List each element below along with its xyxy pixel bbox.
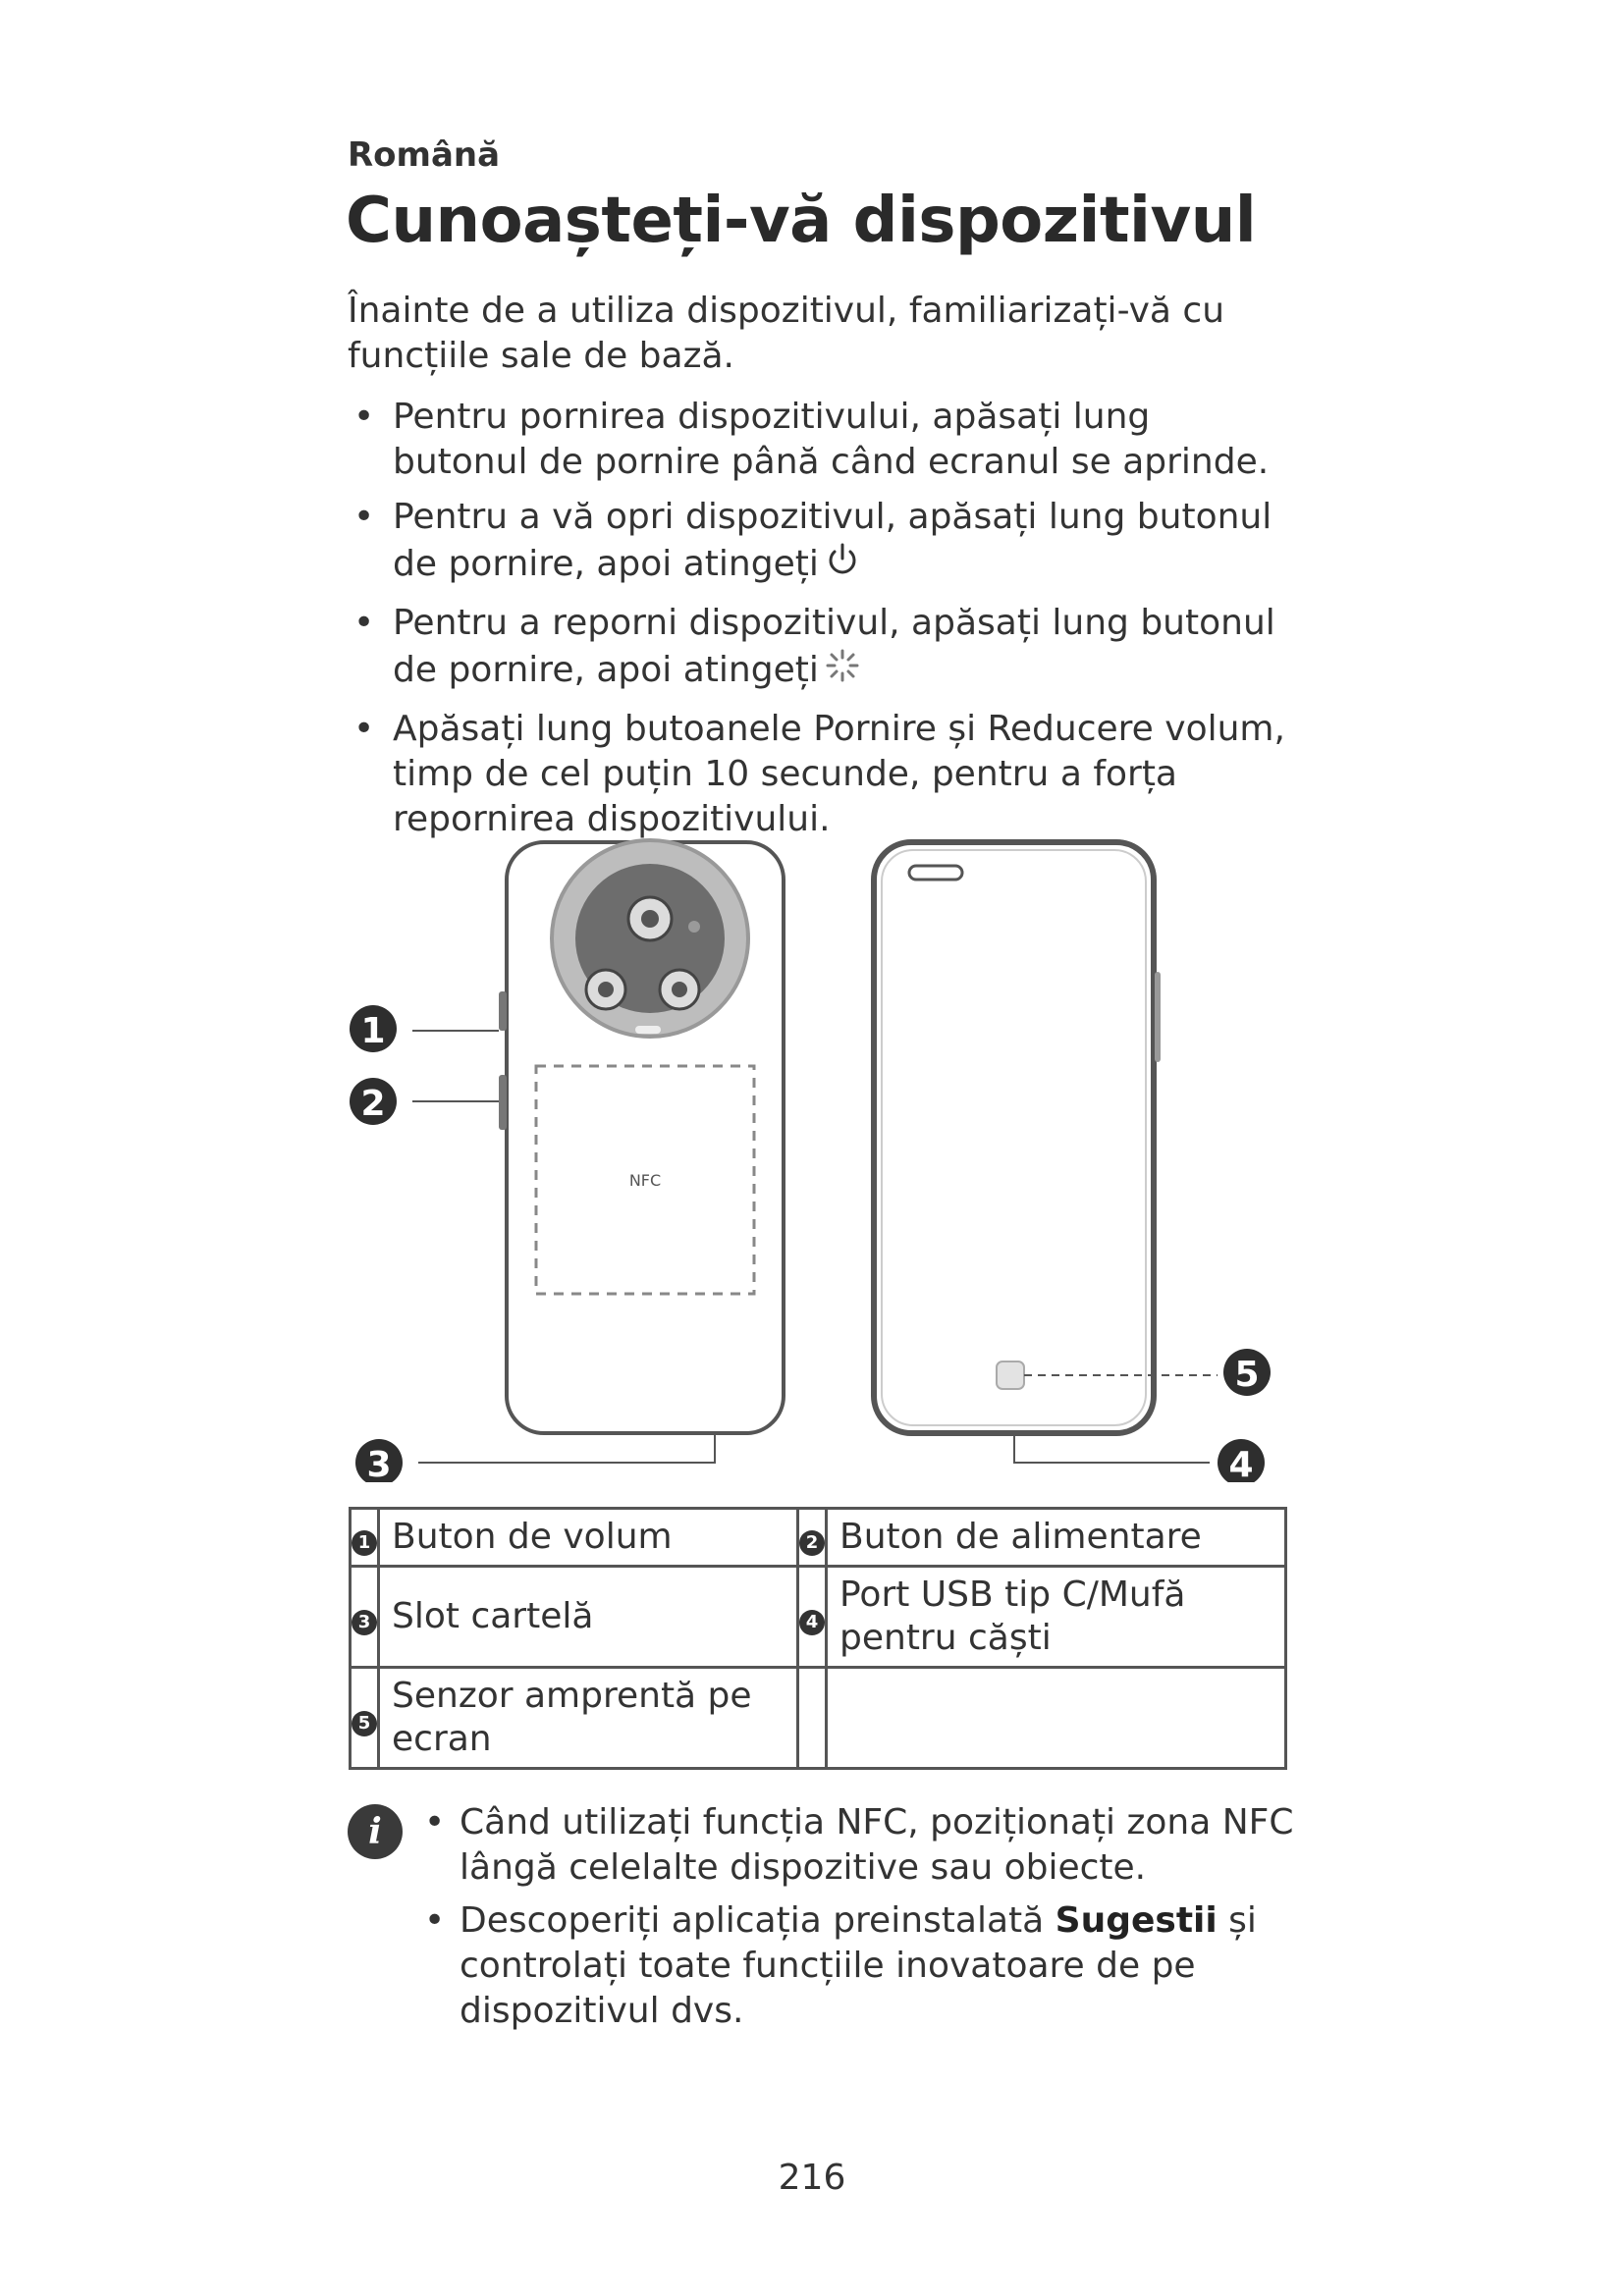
table-cell-label: Port USB tip C/Mufă pentru căști xyxy=(827,1567,1286,1668)
table-row xyxy=(351,1567,1286,1668)
table-cell-number xyxy=(798,1509,827,1567)
list-item xyxy=(348,395,1290,485)
note-text: Descoperiți aplicația preinstalată xyxy=(460,1900,1045,1941)
note-text: și controlați toate funcțiile inovatoare de pe dispozitivul dvs. xyxy=(460,1900,1257,2031)
list-item xyxy=(348,707,1290,842)
list-item xyxy=(422,1800,1306,1891)
table-cell-label xyxy=(827,1668,1286,1769)
page-number: 216 xyxy=(778,2158,846,2198)
list-item-text: Pentru a reporni dispozitivul, apăsați lung butonul de pornire, apoi atingeți xyxy=(393,603,1275,690)
callout-badge: 4 xyxy=(799,1610,825,1635)
table-cell-label: Senzor amprentă pe ecran xyxy=(379,1668,798,1769)
notes-list xyxy=(422,1800,1306,2042)
page-title: Cunoașteți-vă dispozitivul xyxy=(346,185,1257,257)
power-icon xyxy=(823,540,862,591)
list-item-text: Pentru pornirea dispozitivului, apăsați lung butonul de pornire până când ecranul se aprinde. xyxy=(393,397,1270,482)
table-row xyxy=(351,1668,1286,1769)
svg-text:1: 1 xyxy=(360,1011,386,1051)
list-item xyxy=(348,601,1290,697)
phone-back xyxy=(499,840,784,1433)
info-icon: i xyxy=(348,1804,403,1859)
svg-text:2: 2 xyxy=(360,1084,386,1124)
app-name: Sugestii xyxy=(1055,1900,1218,1941)
instructions-list xyxy=(348,395,1290,852)
callout-1 xyxy=(350,1005,397,1052)
svg-text:3: 3 xyxy=(366,1445,392,1482)
callout-5 xyxy=(1223,1349,1271,1396)
table-cell-label: Buton de alimentare xyxy=(827,1509,1286,1567)
language-label: Română xyxy=(348,135,501,175)
list-item-text: Apăsați lung butoanele Pornire și Reducere volum, timp de cel puțin 10 secunde, pentru a forța repornirea dispozitivului. xyxy=(393,709,1285,839)
device-diagram xyxy=(334,825,1296,1482)
callout-badge: 5 xyxy=(352,1711,377,1736)
intro-paragraph: Înainte de a utiliza dispozitivul, familiarizați-vă cu funcțiile sale de bază. xyxy=(348,291,1225,376)
callout-badge: 1 xyxy=(352,1530,377,1556)
list-item xyxy=(422,1898,1306,2034)
table-row xyxy=(351,1509,1286,1567)
svg-text:5: 5 xyxy=(1234,1355,1260,1395)
nfc-label: NFC xyxy=(628,1171,662,1190)
table-cell-number xyxy=(351,1567,379,1668)
restart-icon xyxy=(823,646,862,697)
callout-badge: 3 xyxy=(352,1610,377,1635)
callout-4 xyxy=(1218,1439,1265,1482)
list-item xyxy=(348,495,1290,591)
note-text: Când utilizați funcția NFC, poziționați zona NFC lângă celelalte dispozitive sau obiecte. xyxy=(460,1802,1294,1888)
table-cell-number xyxy=(351,1668,379,1769)
list-item-text: Pentru a vă opri dispozitivul, apăsați lung butonul de pornire, apoi atingeți xyxy=(393,497,1272,584)
parts-table xyxy=(349,1507,1287,1770)
table-cell-number xyxy=(798,1668,827,1769)
phone-front xyxy=(874,842,1161,1433)
callout-3 xyxy=(355,1439,403,1482)
table-cell-label: Slot cartelă xyxy=(379,1567,798,1668)
table-cell-number xyxy=(798,1567,827,1668)
callout-2 xyxy=(350,1078,397,1125)
table-cell-label: Buton de volum xyxy=(379,1509,798,1567)
svg-text:4: 4 xyxy=(1228,1445,1254,1482)
table-cell-number xyxy=(351,1509,379,1567)
callout-badge: 2 xyxy=(799,1530,825,1556)
